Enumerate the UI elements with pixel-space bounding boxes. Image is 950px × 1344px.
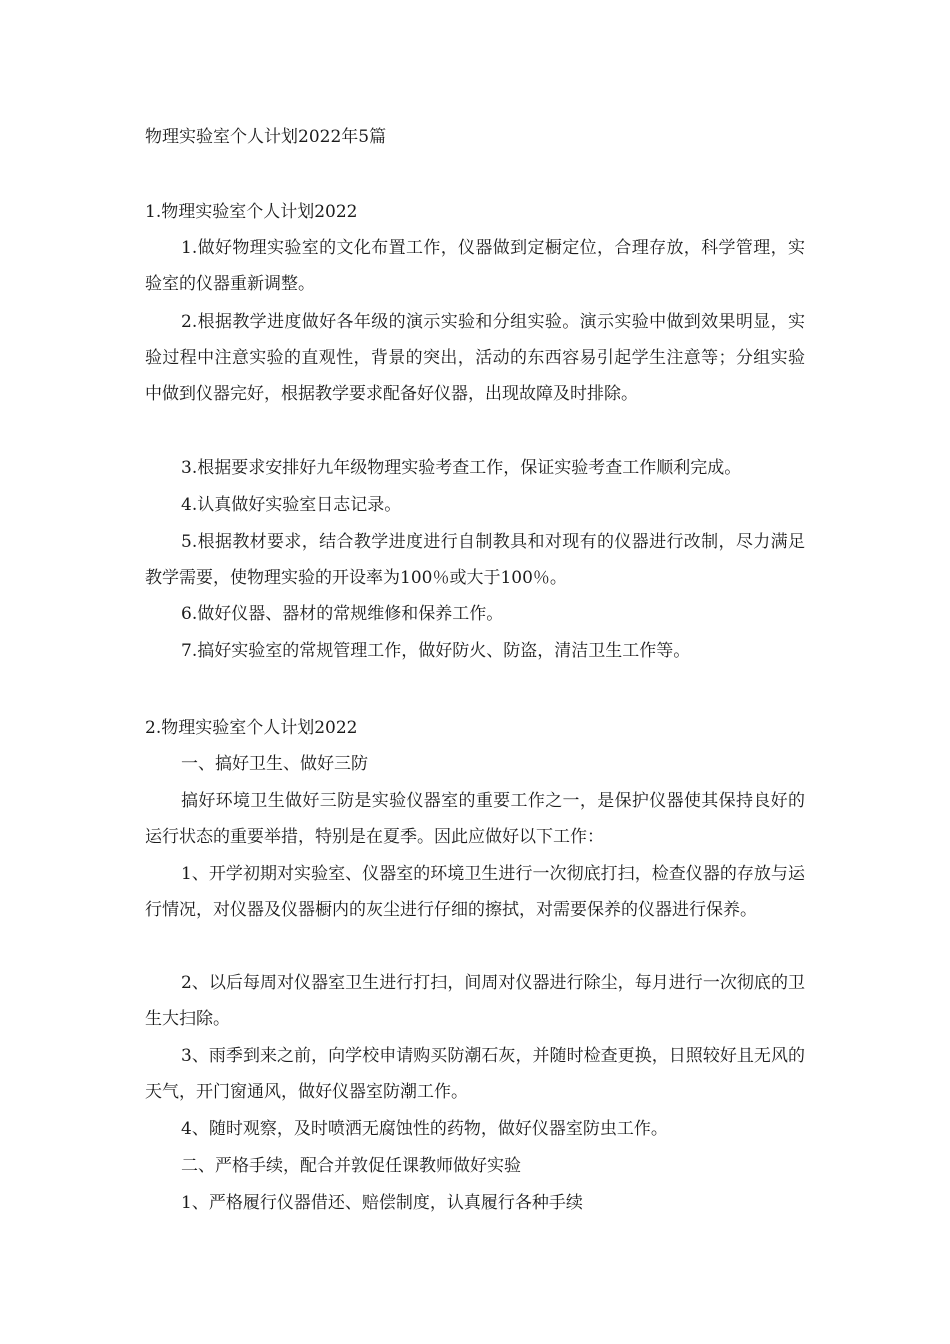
section-1-heading: 1.物理实验室个人计划2022	[145, 202, 358, 222]
section-2-item-5: 1、严格履行仪器借还、赔偿制度，认真履行各种手续	[181, 1193, 583, 1213]
section-1-item-7: 7.搞好实验室的常规管理工作，做好防火、防盗，清洁卫生工作等。	[181, 641, 691, 661]
section-1-item-6: 6.做好仪器、器材的常规维修和保养工作。	[181, 604, 504, 624]
section-1-item-5: 5.根据教材要求，结合教学进度进行自制教具和对现有的仪器进行改制，尽力满足教学需要，使物理实验的开设率为100％或大于100％。	[145, 532, 805, 588]
document-title: 物理实验室个人计划2022年5篇	[145, 127, 387, 147]
section-2-heading: 2.物理实验室个人计划2022	[145, 718, 358, 738]
section-1-item-3: 3.根据要求安排好九年级物理实验考查工作，保证实验考查工作顺利完成。	[181, 458, 742, 478]
section-2-paragraph-intro: 搞好环境卫生做好三防是实验仪器室的重要工作之一，是保护仪器使其保持良好的运行状态的重要举措，特别是在夏季。因此应做好以下工作：	[145, 791, 805, 847]
section-1-item-4: 4.认真做好实验室日志记录。	[181, 495, 402, 515]
section-1-item-1: 1.做好物理实验室的文化布置工作，仪器做到定橱定位，合理存放，科学管理，实验室的仪器重新调整。	[145, 238, 805, 294]
section-2-item-2: 2、以后每周对仪器室卫生进行打扫，间周对仪器进行除尘，每月进行一次彻底的卫生大扫除。	[145, 973, 805, 1029]
section-2-item-4: 4、随时观察，及时喷洒无腐蚀性的药物，做好仪器室防虫工作。	[181, 1119, 668, 1139]
section-2-item-1: 1、开学初期对实验室、仪器室的环境卫生进行一次彻底打扫，检查仪器的存放与运行情况，对仪器及仪器橱内的灰尘进行仔细的擦拭，对需要保养的仪器进行保养。	[145, 864, 805, 920]
section-2-subheading-2: 二、严格手续，配合并敦促任课教师做好实验	[181, 1156, 521, 1176]
section-1-item-2: 2.根据教学进度做好各年级的演示实验和分组实验。演示实验中做到效果明显，实验过程中注意实验的直观性，背景的突出，活动的东西容易引起学生注意等；分组实验中做到仪器完好，根据教学要求配备好仪器，出现故障及时排除。	[145, 312, 805, 404]
section-2-item-3: 3、雨季到来之前，向学校申请购买防潮石灰，并随时检查更换，日照较好且无风的天气，开门窗通风，做好仪器室防潮工作。	[145, 1046, 805, 1102]
section-2-subheading-1: 一、搞好卫生、做好三防	[181, 754, 368, 774]
